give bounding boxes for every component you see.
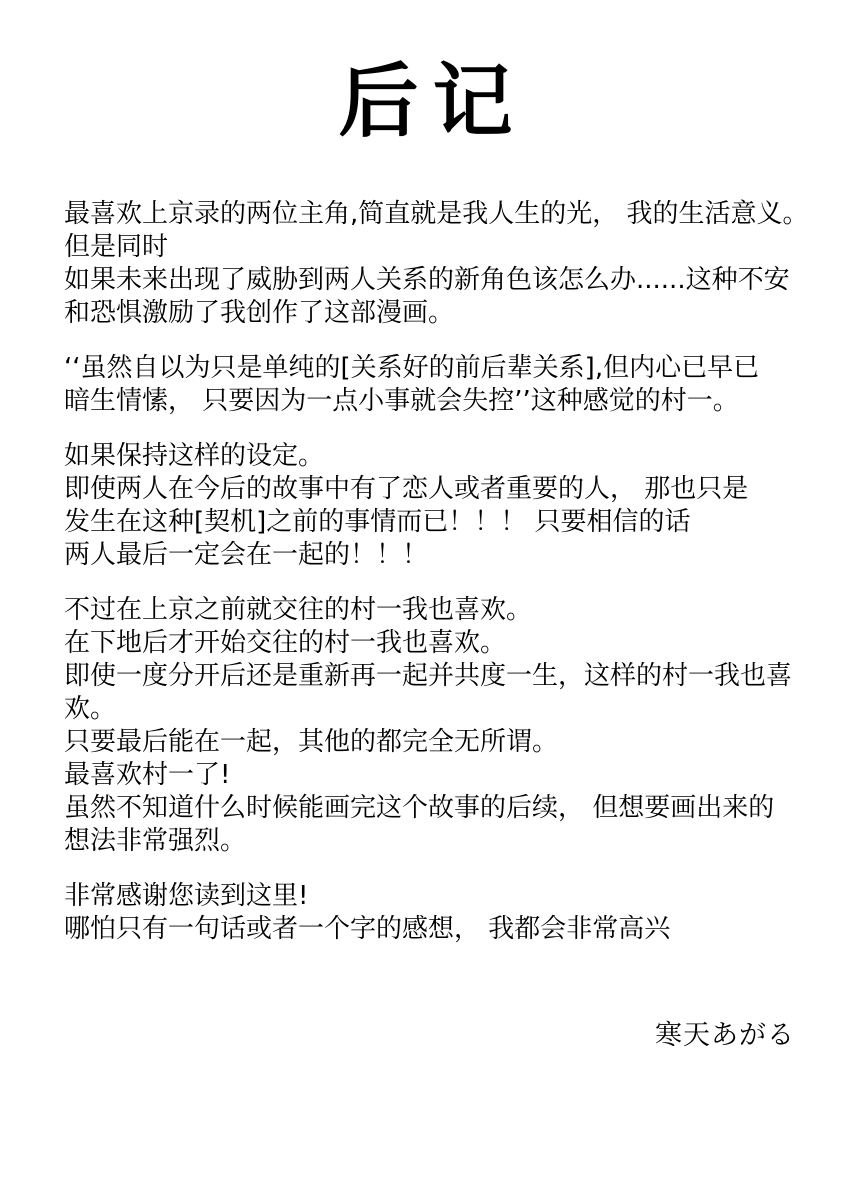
text-line: 最喜欢村一了!: [64, 760, 231, 790]
text-line: 想法非常强烈。: [64, 826, 247, 856]
text-line: 在下地后才开始交往的村一我也喜欢。: [64, 628, 507, 658]
paragraph-2: [64, 352, 821, 418]
text-line: 和恐惧激励了我创作了这部漫画。: [64, 298, 455, 328]
author-signature: 寒天あがる: [655, 1020, 795, 1051]
text-line: 哪怕只有一句话或者一个字的感想， 我都会非常高兴: [64, 914, 671, 944]
text-line: 暗生情愫， 只要因为一点小事就会失控’’这种感觉的村一。: [64, 386, 739, 416]
paragraph-5: [64, 880, 821, 946]
paragraph-1: [64, 198, 821, 330]
text-line: 非常感谢您读到这里!: [64, 881, 309, 911]
page-title: 后记: [338, 55, 527, 148]
text-line: 即使一度分开后还是重新再一起并共度一生，这样的村一我也喜欢。: [64, 661, 793, 724]
paragraph-3: [64, 440, 821, 572]
text-line: 虽然不知道什么时候能画完这个故事的后续， 但想要画出来的: [64, 793, 775, 823]
text-line: 即使两人在今后的故事中有了恋人或者重要的人， 那也只是: [64, 474, 749, 504]
text-line: 只要最后能在一起，其他的都完全无所谓。: [64, 727, 559, 757]
text-line: 两人最后一定会在一起的！！！: [64, 540, 429, 570]
text-line: 最喜欢上京录的两位主角,简直就是我人生的光， 我的生活意义。: [64, 199, 809, 229]
text-line: 但是同时: [64, 232, 169, 262]
afterword-body: [64, 198, 821, 946]
text-line: 发生在这种[契机]之前的事情而已！！！ 只要相信的话: [64, 507, 691, 537]
text-line: ‘‘虽然自以为只是单纯的[关系好的前后辈关系],但内心已早已: [64, 353, 760, 383]
paragraph-4: [64, 594, 821, 858]
text-line: 如果未来出现了威胁到两人关系的新角色该怎么办......这种不安: [64, 265, 790, 295]
text-line: 如果保持这样的设定。: [64, 441, 325, 471]
text-line: 不过在上京之前就交往的村一我也喜欢。: [64, 595, 533, 625]
